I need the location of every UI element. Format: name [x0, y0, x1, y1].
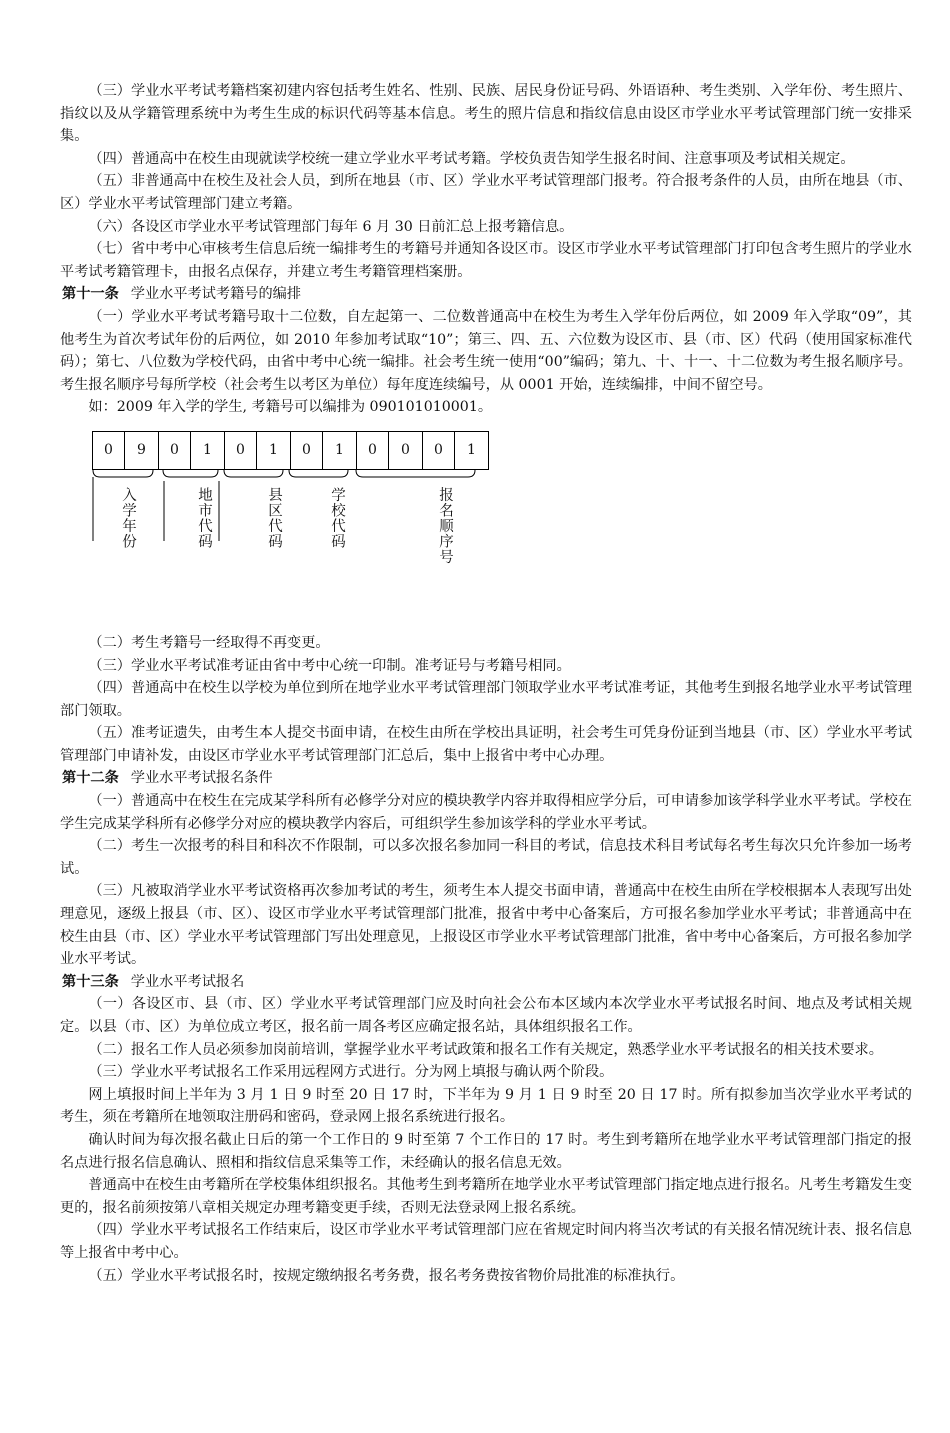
- paragraph: （一）普通高中在校生在完成某学科所有必修学分对应的模块教学内容并取得相应学分后，可申请参加该学科学业水平考试。学校在学生完成某学科所有必修学分对应的模块教学内容后，可组织学生参加该学科的学业水平考试。: [60, 793, 912, 832]
- digit-box: 0: [357, 432, 389, 469]
- paragraph: （一）学业水平考试考籍号取十二位数，自左起第一、二位数普通高中在校生为考生入学年份后两位，如 2009 年入学取“09”，其他考生为首次考试年份的后两位，如 2010 年参加考试取“10”；第三、四、五、六位数为设区市、县（市、区）代码（使用国家标准代码）；第七、八位数为学校代码，由省中考中心统一编排。社会考生统一使用“00”编码；第九、十、十一、十二位数为考生报名顺序号。考生报名顺序号每所学校（社会考生以考区为单位）每年度连续编号，从 0001 开始，连续编排，中间不留空号。: [60, 308, 912, 393]
- digit-box: 0: [93, 432, 125, 469]
- example-line: 如：2009 年入学的学生, 考籍号可以编排为 090101010001。: [88, 399, 493, 416]
- paragraph: 网上填报时间上半年为 3 月 1 日 9 时至 20 日 17 时，下半年为 9 月 1 日 9 时至 20 日 17 时。所有拟参加当次学业水平考试的考生，须在考籍所在地领取注册码和密码，登录网上报名系统进行报名。: [60, 1086, 912, 1126]
- paragraph: （四）学业水平考试报名工作结束后，设区市学业水平考试管理部门应在省规定时间内将当次考试的有关报名情况统计表、报名信息等上报省中考中心。: [60, 1222, 912, 1261]
- article-12-heading: [60, 767, 912, 790]
- paragraph: （三）凡被取消学业水平考试资格再次参加考试的考生，须考生本人提交书面申请，普通高中在校生由所在学校根据本人表现写出处理意见，逐级上报县（市、区）、设区市学业水平考试管理部门批准，报省中考中心备案后，方可报名参加学业水平考试；非普通高中在校生由县（市、区）学业水平考试管理部门写出处理意见，上报设区市学业水平考试管理部门批准，省中考中心备案后，方可报名参加学业水平考试。: [60, 883, 912, 968]
- digit-box: 1: [257, 432, 291, 469]
- bracket-city: [163, 470, 218, 477]
- article-title: 学业水平考试考籍号的编排: [130, 286, 302, 303]
- paragraph: （四）普通高中在校生由现就读学校统一建立学业水平考试考籍。学校负责告知学生报名时间、注意事项及考试相关规定。: [88, 150, 855, 167]
- paragraph: （三）学业水平考试报名工作采用远程网方式进行。分为网上填报与确认两个阶段。: [88, 1064, 614, 1081]
- paragraph: （二）考生一次报考的科目和科次不作限制，可以多次报名参加同一科目的考试，信息技术科目考试每名考生每次只允许参加一场考试。: [60, 838, 912, 877]
- paragraph: 普通高中在校生由考籍所在学校集体组织报名。其他考生到考籍所在地学业水平考试管理部门指定地点进行报名。凡考生考籍发生变更的，报名前须按第八章相关规定办理考籍变更手续，否则无法登录网上报名系统。: [60, 1177, 912, 1216]
- paragraph: （五）准考证遗失，由考生本人提交书面申请，在校生由所在学校出具证明，社会考生可凭身份证到当地县（市、区）学业水平考试管理部门申请补发，由设区市学业水平考试管理部门汇总后，集中上报省中考中心办理。: [60, 725, 912, 764]
- digit-box: 1: [191, 432, 225, 469]
- article-13-heading: [60, 971, 912, 994]
- digit-box: 0: [159, 432, 191, 469]
- label-county-code: 县区代码: [266, 486, 282, 549]
- exam-number-diagram: [60, 419, 912, 632]
- paragraph: （四）普通高中在校生以学校为单位到所在地学业水平考试管理部门领取学业水平考试准考证，其他考生到报名地学业水平考试管理部门领取。: [60, 680, 912, 719]
- bracket-school: [289, 470, 348, 477]
- paragraph: （五）非普通高中在校生及社会人员，到所在地县（市、区）学业水平考试管理部门报考。符合报考条件的人员，由所在地县（市、区）学业水平考试管理部门建立考籍。: [60, 173, 912, 212]
- article-title: 学业水平考试报名条件: [130, 770, 273, 787]
- paragraph: （七）省中考中心审核考生信息后统一编排考生的考籍号并通知各设区市。设区市学业水平考试管理部门打印包含考生照片的学业水平考试考籍管理卡，由报名点保存，并建立考生考籍管理档案册。: [60, 241, 912, 280]
- label-school-code: 学校代码: [329, 486, 345, 549]
- paragraph: （三）学业水平考试考籍档案初建内容包括考生姓名、性别、民族、居民身份证号码、外语语种、考生类别、入学年份、考生照片、指纹以及从学籍管理系统中为考生生成的标识代码等基本信息。考生的照片信息和指纹信息由设区市学业水平考试管理部门统一安排采集。: [60, 83, 912, 145]
- article-title: 学业水平考试报名: [130, 973, 245, 990]
- document-page: [60, 80, 912, 1287]
- article-number: 第十一条: [62, 286, 119, 303]
- article-number: 第十二条: [62, 770, 119, 787]
- article-number: 第十三条: [62, 973, 119, 990]
- paragraph: （五）学业水平考试报名时，按规定缴纳报名考务费，报名考务费按省物价局批准的标准执行。: [88, 1267, 685, 1284]
- article-11-heading: [60, 283, 912, 306]
- paragraph: （二）报名工作人员必须参加岗前培训，掌握学业水平考试政策和报名工作有关规定，熟悉学业水平考试报名的相关技术要求。: [88, 1041, 883, 1058]
- digit-box: 0: [225, 432, 257, 469]
- paragraph: （一）各设区市、县（市、区）学业水平考试管理部门应及时向社会公布本区域内本次学业水平考试报名时间、地点及考试相关规定。以县（市、区）为单位成立考区，报名前一周各考区应确定报名站，具体组织报名工作。: [60, 996, 912, 1035]
- label-city-code: 地市代码: [196, 486, 212, 549]
- digit-box: 0: [389, 432, 423, 469]
- bracket-order: [356, 470, 475, 477]
- digit-box: 1: [467, 442, 476, 459]
- paragraph: （三）学业水平考试准考证由省中考中心统一印制。准考证号与考籍号相同。: [88, 657, 571, 674]
- label-registration-order: 报名顺序号: [437, 486, 453, 565]
- paragraph: （六）各设区市学业水平考试管理部门每年 6 月 30 日前汇总上报考籍信息。: [88, 218, 574, 235]
- digit-box: 0: [291, 432, 323, 469]
- paragraph: （二）考生考籍号一经取得不再变更。: [88, 634, 330, 651]
- label-enrollment-year: 入学年份: [120, 486, 136, 549]
- digit-box: 1: [323, 432, 357, 469]
- digit-box: 0: [423, 432, 455, 469]
- bracket-year: [93, 470, 153, 477]
- bracket-county: [224, 470, 283, 477]
- digit-box: 9: [125, 432, 159, 469]
- paragraph: 确认时间为每次报名截止日后的第一个工作日的 9 时至第 7 个工作日的 17 时。考生到考籍所在地学业水平考试管理部门指定的报名点进行报名信息确认、照相和指纹信息采集等工作，未经确认的报名信息无效。: [60, 1131, 912, 1171]
